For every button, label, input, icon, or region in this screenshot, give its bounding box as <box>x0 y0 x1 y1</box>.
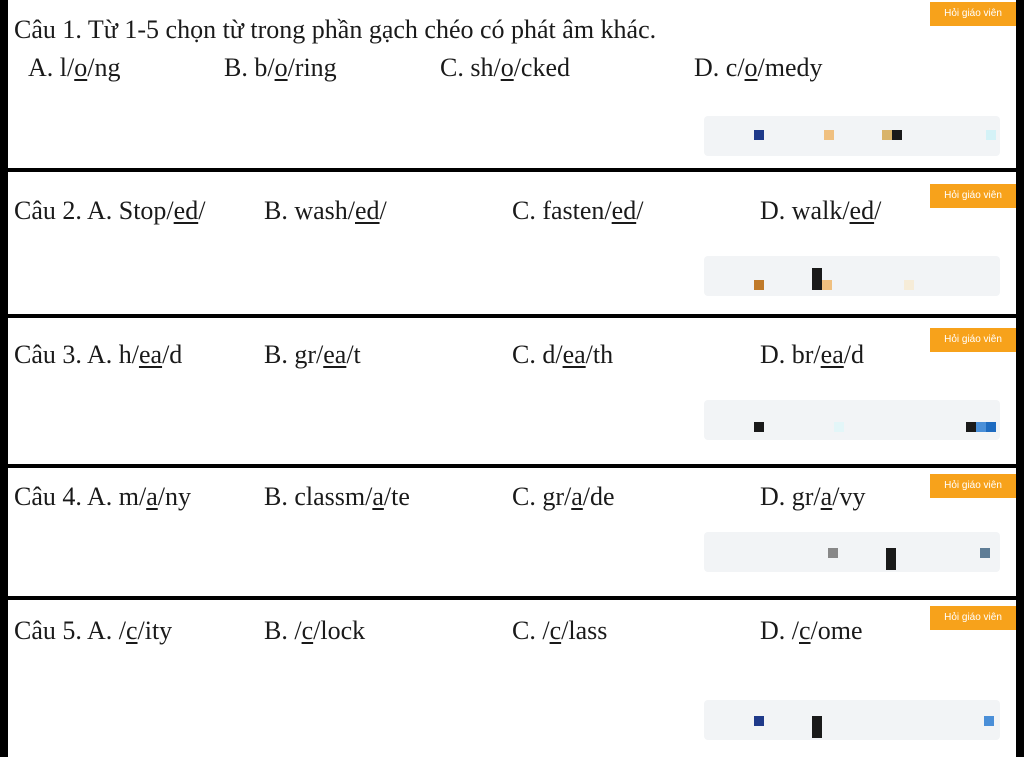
blurred-answer-box <box>704 532 1000 572</box>
blurred-answer-box <box>704 400 1000 440</box>
blurred-answer-box <box>704 256 1000 296</box>
question-2-panel <box>8 172 1016 314</box>
blurred-answer-box <box>704 700 1000 740</box>
ask-teacher-button[interactable]: Hỏi giáo viên <box>930 606 1016 630</box>
q1-option-a[interactable]: A. l/o/ng <box>28 53 121 82</box>
q4-option-c[interactable]: C. gr/a/de <box>512 482 615 511</box>
q2-option-d[interactable]: D. walk/ed/ <box>760 196 882 225</box>
question-5-panel <box>8 600 1016 757</box>
q2-option-b[interactable]: B. wash/ed/ <box>264 196 387 225</box>
q5-option-d[interactable]: D. /c/ome <box>760 616 863 645</box>
q1-option-c[interactable]: C. sh/o/cked <box>440 53 570 82</box>
question-1-panel <box>8 0 1016 168</box>
q3-label-and-option-a[interactable]: Câu 3. A. h/ea/d <box>14 340 183 369</box>
ask-teacher-button[interactable]: Hỏi giáo viên <box>930 184 1016 208</box>
q2-label-and-option-a[interactable]: Câu 2. A. Stop/ed/ <box>14 196 206 225</box>
q1-option-d[interactable]: D. c/o/medy <box>694 53 823 82</box>
question-3-panel <box>8 318 1016 464</box>
q5-label-and-option-a[interactable]: Câu 5. A. /c/ity <box>14 616 173 645</box>
q4-option-d[interactable]: D. gr/a/vy <box>760 482 866 511</box>
q2-option-c[interactable]: C. fasten/ed/ <box>512 196 644 225</box>
q5-option-c[interactable]: C. /c/lass <box>512 616 608 645</box>
q3-option-b[interactable]: B. gr/ea/t <box>264 340 361 369</box>
ask-teacher-button[interactable]: Hỏi giáo viên <box>930 474 1016 498</box>
blurred-answer-box <box>704 116 1000 156</box>
q1-option-b[interactable]: B. b/o/ring <box>224 53 337 82</box>
q4-label-and-option-a[interactable]: Câu 4. A. m/a/ny <box>14 482 191 511</box>
ask-teacher-button[interactable]: Hỏi giáo viên <box>930 2 1016 26</box>
page-title: Câu 1. Từ 1-5 chọn từ trong phần gạch chéo có phát âm khác. <box>14 15 657 44</box>
question-4-panel <box>8 468 1016 596</box>
q4-option-b[interactable]: B. classm/a/te <box>264 482 410 511</box>
q3-option-d[interactable]: D. br/ea/d <box>760 340 864 369</box>
ask-teacher-button[interactable]: Hỏi giáo viên <box>930 328 1016 352</box>
q3-option-c[interactable]: C. d/ea/th <box>512 340 614 369</box>
q5-option-b[interactable]: B. /c/lock <box>264 616 366 645</box>
